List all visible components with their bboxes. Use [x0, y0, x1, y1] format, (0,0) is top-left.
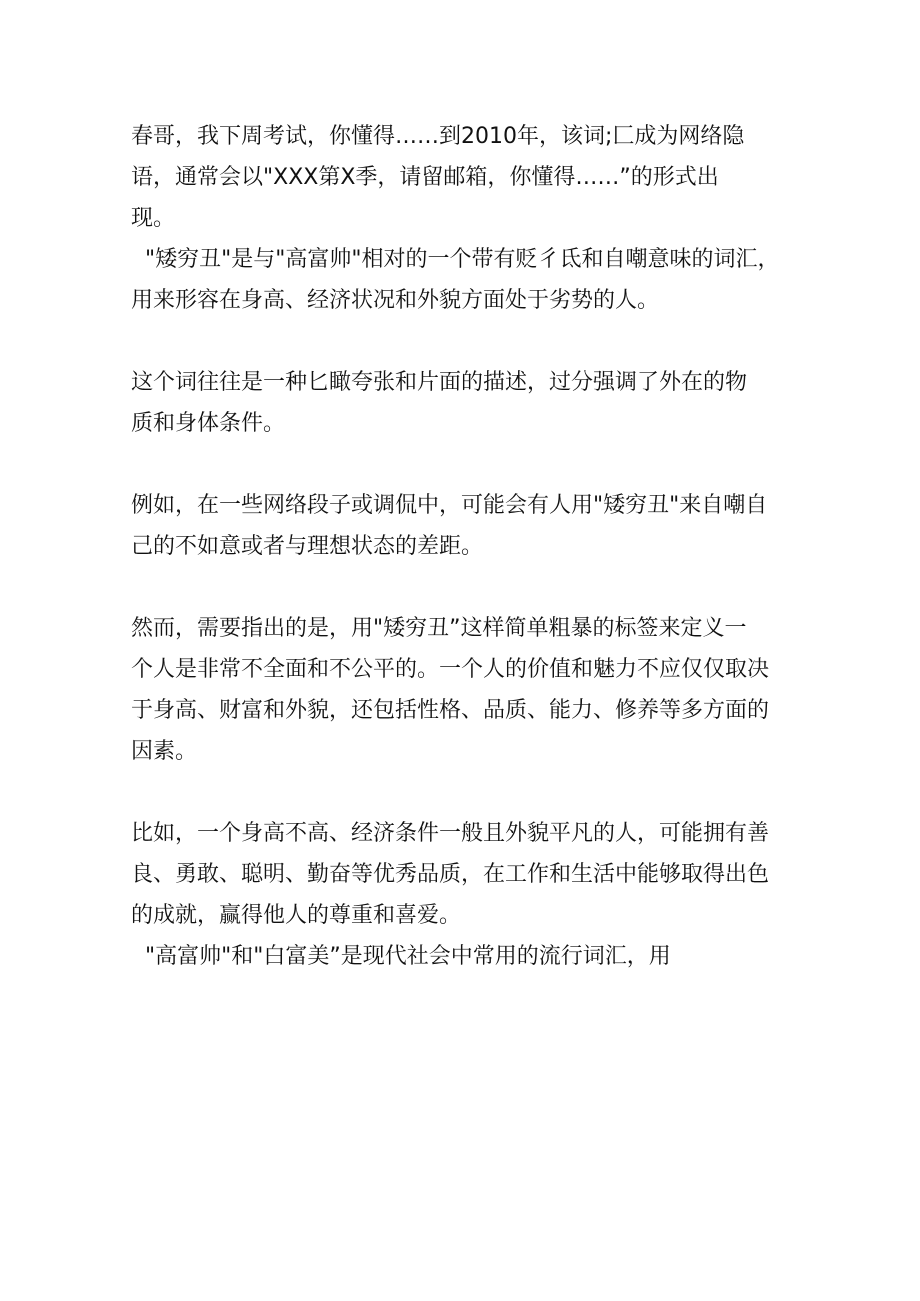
- text-line: 语，通常会以"XXX第X季，请留邮箱，你懂得……”的形式出: [131, 165, 719, 190]
- text-line: 这个词往往是一种匕瞰夸张和片面的描述，过分强调了外在的物: [131, 370, 748, 395]
- text-line: 春哥，我下周考试，你懂得……到2010年，该词;匚成为网络隐: [131, 124, 745, 149]
- paragraph: [131, 362, 801, 444]
- text-line: 的成就，赢得他人的尊重和喜爱。: [131, 903, 462, 928]
- paragraph-spacer: [131, 321, 801, 362]
- paragraph: [131, 485, 801, 567]
- paragraph-spacer: [131, 567, 801, 608]
- text-line: 用来形容在身高、经济状况和外貌方面处于劣势的人。: [131, 288, 660, 313]
- text-line: "高富帅"和"白富美”是现代社会中常用的流行词汇，用: [145, 944, 671, 969]
- paragraph-spacer: [131, 444, 801, 485]
- text-line: 于身高、财富和外貌，还包括性格、品质、能力、修养等多方面的: [131, 698, 770, 723]
- text-line: 质和身体条件。: [131, 411, 286, 436]
- paragraph: [131, 116, 801, 239]
- text-line: 个人是非常不全面和不公平的。一个人的价值和魅力不应仅仅取决: [131, 657, 770, 682]
- paragraph-spacer: [131, 772, 801, 813]
- paragraph: [131, 813, 801, 936]
- paragraph: [131, 239, 801, 321]
- text-line: 例如，在一些网络段子或调侃中，可能会有人用"矮穷丑"来自嘲自: [131, 493, 768, 518]
- text-line: 因素。: [131, 739, 198, 764]
- paragraph: [131, 608, 801, 772]
- document-body: [131, 116, 801, 977]
- text-line: 然而，需要指出的是，用"矮穷丑”这样简单粗暴的标签来定义一: [131, 616, 747, 641]
- text-line: 良、勇敢、聪明、勤奋等优秀品质，在工作和生活中能够取得出色: [131, 862, 770, 887]
- text-line: 比如，一个身高不高、经济条件一般且外貌平凡的人，可能拥有善: [131, 821, 770, 846]
- text-line: "矮穷丑"是与"高富帅"相对的一个带有贬彳氐和自嘲意味的词汇，: [145, 247, 780, 272]
- text-line: 己的不如意或者与理想状态的差距。: [131, 534, 484, 559]
- paragraph: [131, 936, 801, 977]
- text-line: 现。: [131, 206, 176, 231]
